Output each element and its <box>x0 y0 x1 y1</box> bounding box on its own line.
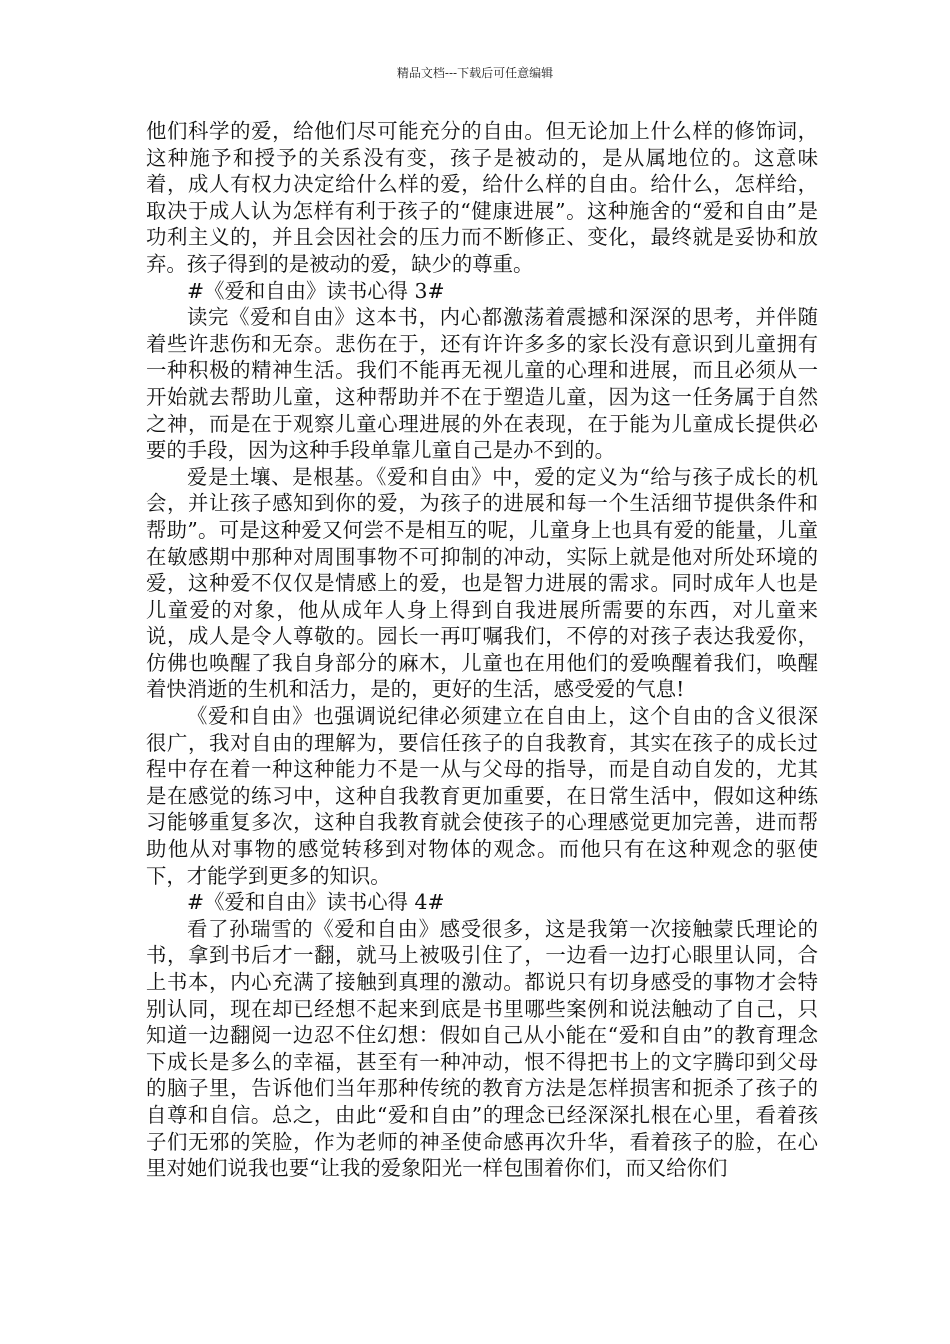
paragraph: 他们科学的爱，给他们尽可能充分的自由。但无论加上什么样的修饰词，这种施予和授予的关系没有变，孩子是被动的，是从属地位的。这意味着，成人有权力决定给什么样的爱，给什么样的自由。给什么，怎样给，取决于成人认为怎样有利于孩子的“健康进展”。这种施舍的“爱和自由”是功利主义的，并且会因社会的压力而不断修正、变化，最终就是妥协和放弃。孩子得到的是被动的爱，缺少的尊重。 <box>146 119 818 276</box>
paragraph: 爱是土壤、是根基。《爱和自由》中，爱的定义为“给与孩子成长的机会，并让孩子感知到你的爱，为孩子的进展和每一个生活细节提供条件和帮助”。可是这种爱又何尝不是相互的呢，儿童身上也具有爱的能量，儿童在敏感期中那种对周围事物不可抑制的冲动，实际上就是他对所处环境的爱，这种爱不仅仅是情感上的爱，也是智力进展的需求。同时成年人也是儿童爱的对象，他从成年人身上得到自我进展所需要的东西，对儿童来说，成人是令人尊敬的。园长一再叮嘱我们，不停的对孩子表达我爱你，仿佛也唤醒了我自身部分的麻木，儿童也在用他们的爱唤醒着我们，唤醒着快消逝的生机和活力，是的，更好的生活，感受爱的气息! <box>146 464 818 702</box>
paragraph: 读完《爱和自由》这本书，内心都激荡着震撼和深深的思考，并伴随着些许悲伤和无奈。悲伤在于，还有许许多多的家长没有意识到儿童拥有一种积极的精神生活。我们不能再无视儿童的心理和进展，而且必须从一开始就去帮助儿童，这种帮助并不在于塑造儿童，因为这一任务属于自然之神，而是在于观察儿童心理进展的外在表现，在于能为儿童成长提供必要的手段，因为这种手段单靠儿童自己是办不到的。 <box>146 305 818 463</box>
section-heading: #《爱和自由》读书心得 3# <box>187 278 445 303</box>
paragraph: 《爱和自由》也强调说纪律必须建立在自由上，这个自由的含义很深很广，我对自由的理解为，要信任孩子的自我教育，其实在孩子的成长过程中存在着一种这种能力不是一从与父母的指导，而是自动自发的，尤其是在感觉的练习中，这种自我教育更加重要，在日常生活中，假如这种练习能够重复多次，这种自我教育就会使孩子的心理感觉更加完善，进而帮助他从对事物的感觉转移到对物体的观念。而他只有在这种观念的驱使下，才能学到更多的知识。 <box>146 704 818 888</box>
page-header: 精品文档---下载后可任意编辑 <box>396 66 554 80</box>
section-heading: #《爱和自由》读书心得 4# <box>187 890 445 915</box>
paragraph: 看了孙瑞雪的《爱和自由》感受很多，这是我第一次接触蒙氏理论的书，拿到书后才一翻，就马上被吸引住了，一边看一边打心眼里认同，合上书本，内心充满了接触到真理的激动。都说只有切身感受的事物才会特别认同，现在却已经想不起来到底是书里哪些案例和说法触动了自己，只知道一边翻阅一边忍不住幻想：假如自己从小能在“爱和自由”的教育理念下成长是多么的幸福，甚至有一种冲动，恨不得把书上的文字腾印到父母的脑子里，告诉他们当年那种传统的教育方法是怎样损害和扼杀了孩子的自尊和自信。总之，由此“爱和自由”的理念已经深深扎根在心里，看着孩子们无邪的笑脸，作为老师的神圣使命感再次升华，看着孩子的脸，在心里对她们说我也要“让我的爱象阳光一样包围着你们，而又给你们 <box>146 916 818 1181</box>
document-body <box>146 118 818 1182</box>
